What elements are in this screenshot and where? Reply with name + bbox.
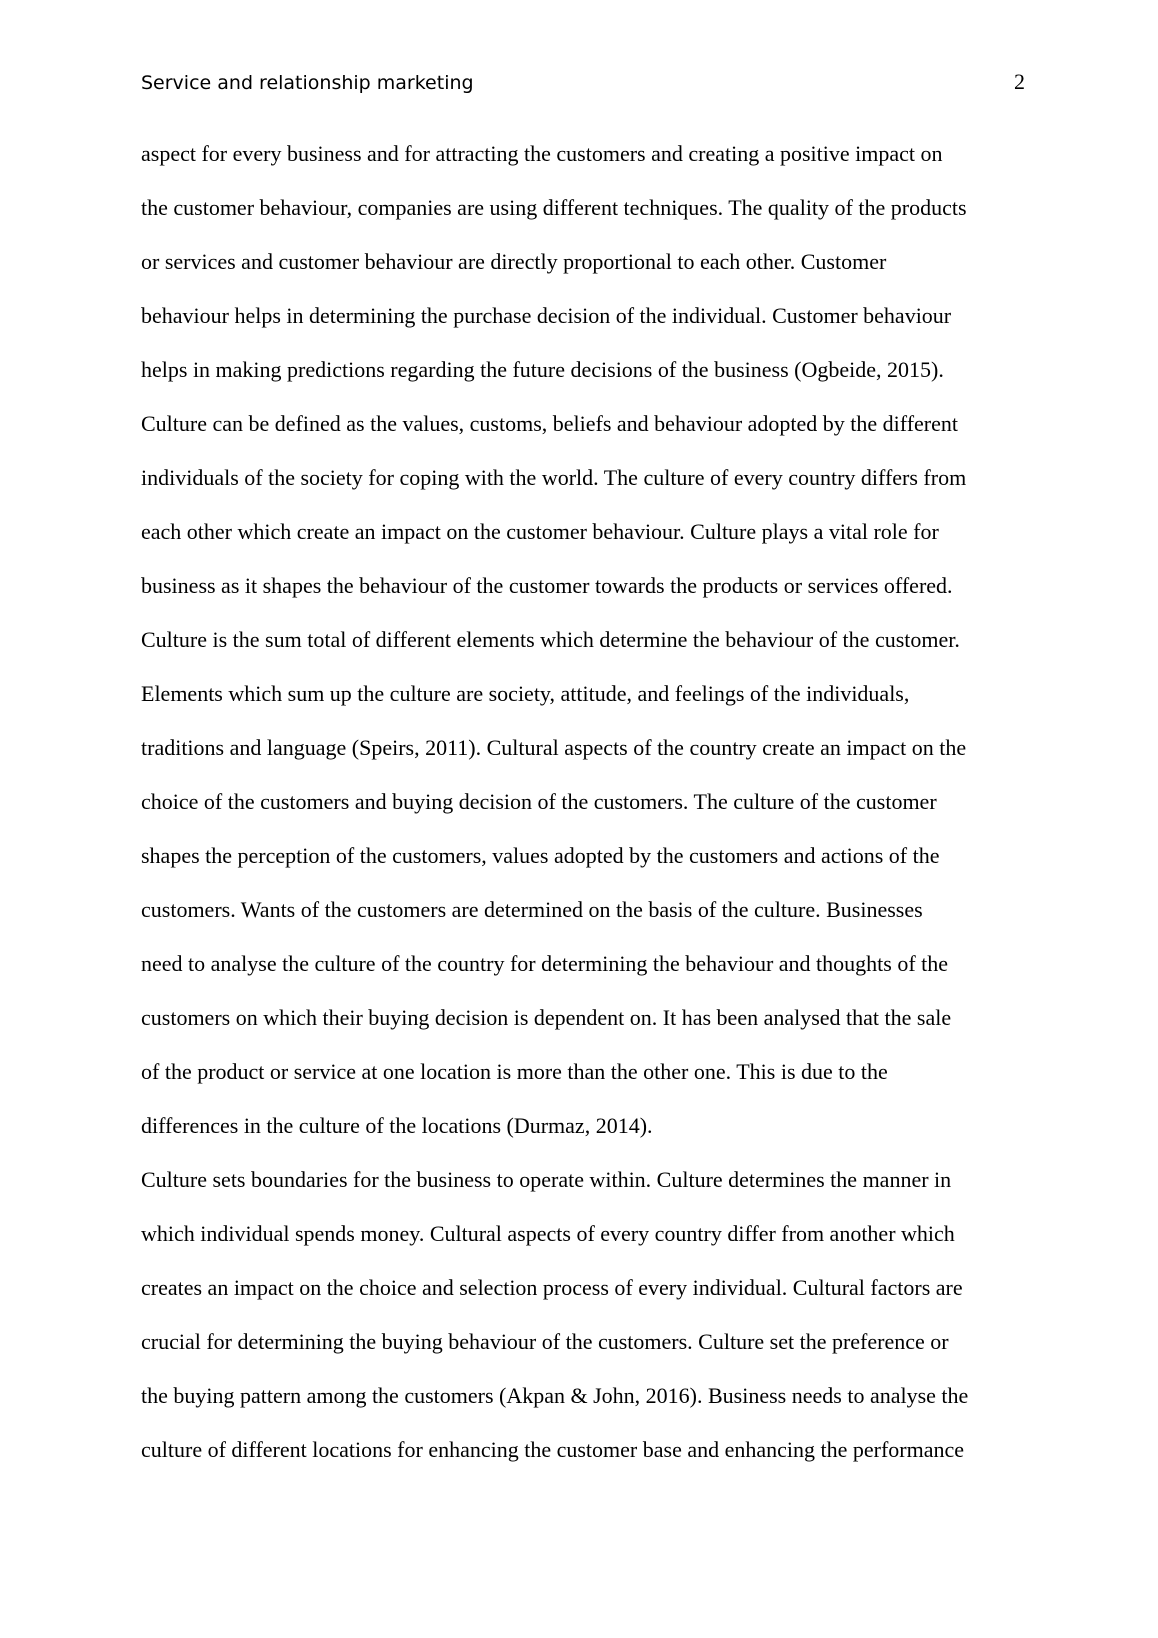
text-line: traditions and language (Speirs, 2011). Cultural aspects of the country create an impact on the (141, 735, 967, 760)
text-line: need to analyse the culture of the country for determining the behaviour and thoughts of the (141, 951, 949, 976)
page-number: 2 (1014, 69, 1025, 94)
text-line: behaviour helps in determining the purchase decision of the individual. Customer behaviour (141, 303, 952, 328)
text-line: the customer behaviour, companies are using different techniques. The quality of the products (141, 195, 967, 220)
text-line: of the product or service at one location is more than the other one. This is due to the (141, 1059, 888, 1084)
text-line: differences in the culture of the locations (Durmaz, 2014). (141, 1113, 653, 1138)
text-line: each other which create an impact on the customer behaviour. Culture plays a vital role for (141, 519, 939, 544)
text-line: choice of the customers and buying decision of the customers. The culture of the customer (141, 789, 937, 814)
text-line: Culture can be defined as the values, customs, beliefs and behaviour adopted by the different (141, 411, 958, 436)
text-line: customers on which their buying decision is dependent on. It has been analysed that the sale (141, 1005, 952, 1030)
text-line: crucial for determining the buying behaviour of the customers. Culture set the preference or (141, 1329, 949, 1354)
text-line: or services and customer behaviour are directly proportional to each other. Customer (141, 249, 887, 274)
text-line: Culture sets boundaries for the business to operate within. Culture determines the manner in (141, 1167, 952, 1192)
text-line: creates an impact on the choice and selection process of every individual. Cultural factors are (141, 1275, 963, 1300)
text-line: shapes the perception of the customers, values adopted by the customers and actions of the (141, 843, 940, 868)
text-line: customers. Wants of the customers are determined on the basis of the culture. Businesses (141, 897, 923, 922)
text-line: individuals of the society for coping with the world. The culture of every country differs from (141, 465, 967, 490)
text-line: business as it shapes the behaviour of the customer towards the products or services offered. (141, 573, 953, 598)
text-line: Elements which sum up the culture are society, attitude, and feelings of the individuals, (141, 681, 910, 706)
running-head: Service and relationship marketing (141, 72, 474, 94)
text-line: helps in making predictions regarding the future decisions of the business (Ogbeide, 2015). (141, 357, 944, 382)
body-text (141, 137, 1041, 1487)
text-line: culture of different locations for enhancing the customer base and enhancing the performance (141, 1437, 965, 1462)
text-line: Culture is the sum total of different elements which determine the behaviour of the customer. (141, 627, 960, 652)
text-line: which individual spends money. Cultural aspects of every country differ from another which (141, 1221, 955, 1246)
text-line: aspect for every business and for attracting the customers and creating a positive impact on (141, 141, 943, 166)
text-line: the buying pattern among the customers (Akpan & John, 2016). Business needs to analyse the (141, 1383, 969, 1408)
